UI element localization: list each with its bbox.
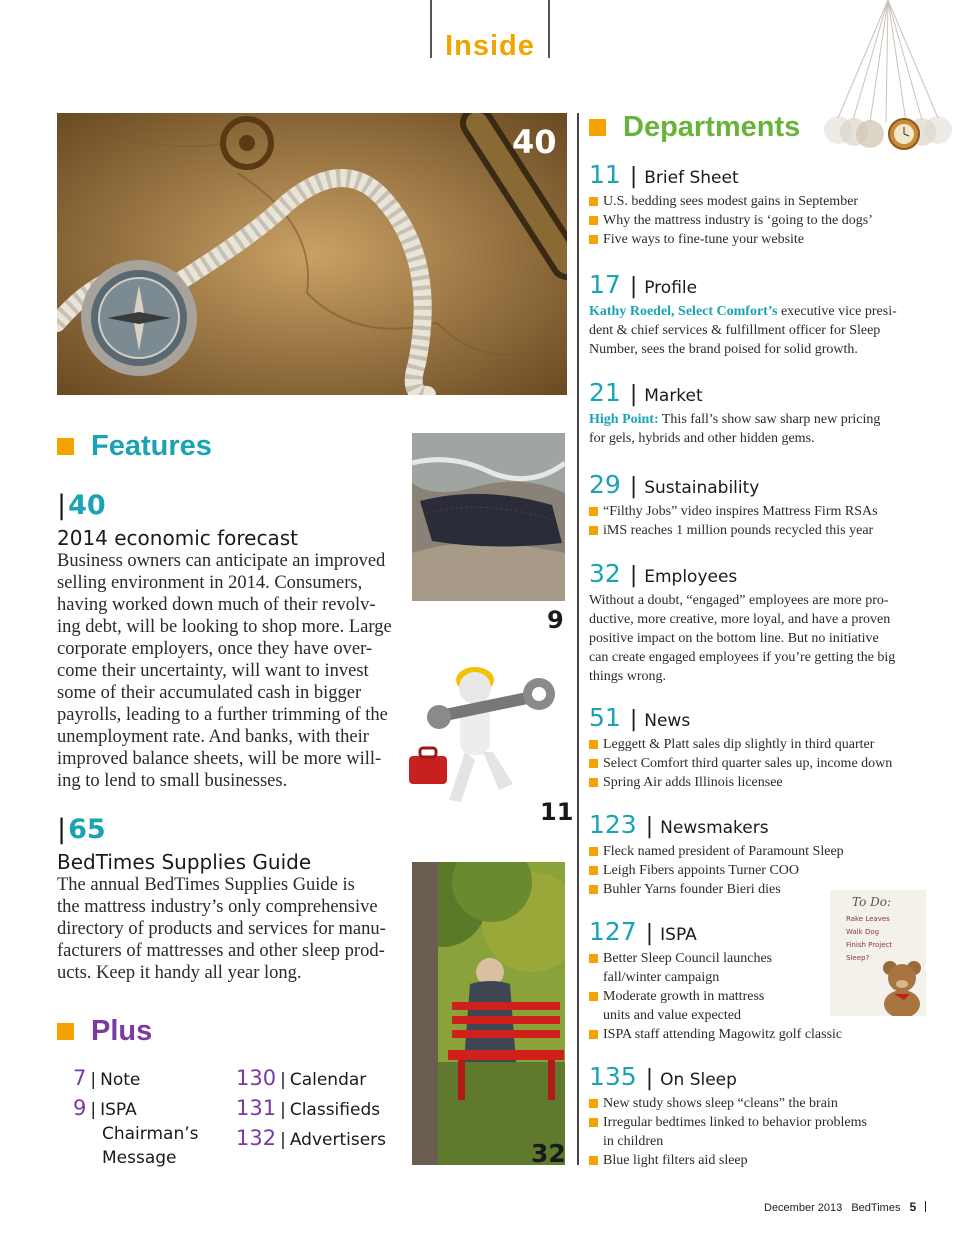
dept-bullet [589,1113,924,1151]
feature-1-line: having worked down much of their revolv- [57,595,376,615]
plus-item-label-line2: Chairman’s [102,1124,199,1144]
footer-magazine-name: BedTimes [851,1202,901,1214]
bench-photo-page-number: 32 [531,1139,566,1168]
todo-note-line: Sleep? [846,954,870,962]
feature-1-line: Business owners can anticipate an improved [57,551,386,571]
dept-line: dent & chief services & fulfillment officer for Sleep [589,323,881,338]
dept-page-number: 29 [589,470,621,499]
departments-heading [589,111,800,144]
plus-item-calendar[interactable] [236,1066,366,1092]
pipe-separator: | [645,921,654,946]
feature-2-line: ucts. Keep it handy all year long. [57,963,302,983]
column-divider [577,113,579,1165]
plus-item-label: Advertisers [289,1130,387,1150]
feature-1-page[interactable] [57,490,106,521]
plus-item-label-line3: Message [102,1148,177,1168]
feature-1-line: some of their accumulated cash in bigger [57,683,362,703]
pipe-separator: | [645,814,654,839]
plus-item-page: 9 [73,1096,87,1120]
dept-line: can create engaged employees if you’re getting the big [589,650,896,665]
feature-1-line: come their uncertainty, will want to invest [57,661,369,681]
dept-newsmakers[interactable] [589,810,924,899]
dept-name: Newsmakers [660,818,769,838]
plus-heading-label: Plus [91,1015,153,1047]
pipe-separator: | [629,563,638,588]
pipe-separator: | [280,1100,286,1120]
dept-sustainability[interactable] [589,470,924,540]
orange-square-marker [57,1023,74,1040]
dept-on-sleep[interactable] [589,1062,924,1170]
pipe-separator: | [90,1100,97,1120]
dept-bullet: New study shows sleep “cleans” the brain [589,1094,924,1113]
footer-issue-date: December 2013 [764,1202,843,1214]
plus-item-page: 131 [236,1096,277,1120]
worker-photo-page-number: 11 [540,798,574,826]
dept-line: for gels, hybrids and other hidden gems. [589,431,815,446]
pipe-separator: | [90,1070,97,1090]
feature-2-page-number: 65 [68,814,106,845]
teddy-bear-icon [874,956,926,1016]
feature-2-line: facturers of mattresses and other sleep prod- [57,941,385,961]
dept-bullet-cont: fall/winter campaign [603,970,720,985]
red-bench-photo [412,862,565,1165]
plus-item-page: 7 [73,1066,87,1090]
dept-bullet-text: Moderate growth in mattress [603,989,765,1004]
departments-heading-label: Departments [623,111,801,143]
pipe-separator: | [57,490,67,521]
dept-page-number: 135 [589,1062,637,1091]
dept-name: Sustainability [644,478,760,498]
dept-page-number: 51 [589,703,621,732]
orange-square-marker [57,438,74,455]
dept-name: Market [644,386,703,406]
compass-map-photo [57,113,567,395]
footer-rule [925,1201,926,1212]
todo-note-image [830,890,926,1016]
dept-line: Without a doubt, “engaged” employees are more pro- [589,593,889,608]
dept-news[interactable] [589,703,924,792]
feature-1-line: unemployment rate. And banks, with their [57,727,369,747]
dept-page-number: 127 [589,917,637,946]
pipe-separator: | [629,164,638,189]
dept-page-number: 21 [589,378,621,407]
footer-page-number: 5 [909,1200,917,1214]
plus-item-page: 130 [236,1066,277,1090]
dept-line: positive impact on the bottom line. But no initiative [589,631,879,646]
dept-page-number: 17 [589,270,621,299]
plus-item-note[interactable] [73,1066,140,1092]
dept-bullet-cont: in children [603,1134,664,1149]
features-heading-label: Features [91,430,212,462]
dept-highlight: Kathy Roedel, Select Comfort’s [589,304,778,319]
plus-heading [57,1015,152,1048]
dept-description [589,410,924,448]
pipe-separator: | [645,1066,654,1091]
dept-line: ductive, more creative, more loyal, and have a proven [589,612,891,627]
blanket-photo-page-number: 9 [547,606,564,634]
plus-item-label: Note [100,1070,141,1090]
dept-name: Employees [644,567,738,587]
plus-item-label: ISPA [100,1100,137,1120]
plus-item-label: Classifieds [289,1100,381,1120]
dept-name: Brief Sheet [644,168,739,188]
pipe-separator: | [629,382,638,407]
dept-bullet [589,987,829,1025]
dept-bullet: “Filthy Jobs” video inspires Mattress Firm RSAs [589,502,924,521]
dept-line: executive vice presi- [777,304,897,319]
dept-bullet: Why the mattress industry is ‘going to the dogs’ [589,211,924,230]
dept-page-number: 32 [589,559,621,588]
dept-bullet: ISPA staff attending Magowitz golf classic [589,1025,829,1044]
todo-note-line: Rake Leaves [846,915,890,923]
pipe-separator: | [629,474,638,499]
dept-bullet [589,949,829,987]
dept-profile[interactable] [589,270,924,359]
feature-1-line: ing to lend to small businesses. [57,771,288,791]
plus-item-ispa-message[interactable] [73,1096,199,1170]
worker-figure-image [405,660,565,820]
feature-1-line: improved balance sheets, will be more will- [57,749,382,769]
dept-bullet: Blue light filters aid sleep [589,1151,924,1170]
plus-item-advertisers[interactable] [236,1126,386,1152]
dept-name: News [644,711,691,731]
dept-bullet: U.S. bedding sees modest gains in September [589,192,924,211]
dept-page-number: 123 [589,810,637,839]
dept-bullet: iMS reaches 1 million pounds recycled this year [589,521,924,540]
dept-highlight: High Point: [589,412,659,427]
blanket-rocks-photo [412,433,565,601]
feature-2-body [57,874,397,984]
header-rule-right [548,0,550,58]
pipe-separator: | [280,1130,286,1150]
feature-2-page[interactable] [57,814,106,845]
dept-description [589,302,924,359]
feature-1-line: ing debt, will be looking to shop more. Large [57,617,392,637]
pipe-separator: | [280,1070,286,1090]
feature-1-page-number: 40 [68,490,106,521]
dept-bullet: Five ways to fine-tune your website [589,230,924,249]
page-footer [764,1200,926,1214]
pipe-separator: | [629,707,638,732]
dept-market[interactable] [589,378,924,448]
dept-bullet-text: Better Sleep Council launches [603,951,773,966]
pipe-separator: | [57,814,67,845]
plus-item-page: 132 [236,1126,277,1150]
feature-2-title[interactable]: BedTimes Supplies Guide [57,850,312,874]
todo-note-title: To Do: [852,895,891,909]
dept-bullet-text: Irregular bedtimes linked to behavior problems [603,1115,867,1130]
feature-2-line: directory of products and services for manu- [57,919,386,939]
dept-bullet: Fleck named president of Paramount Sleep [589,842,924,861]
compass-photo-page-number: 40 [512,123,557,161]
feature-1-line: selling environment in 2014. Consumers, [57,573,363,593]
features-heading [57,430,212,463]
plus-item-label: Calendar [289,1070,367,1090]
orange-square-marker [589,119,606,136]
page-title: Inside [445,30,535,62]
dept-bullet: Select Comfort third quarter sales up, income down [589,754,924,773]
pipe-separator: | [629,274,638,299]
dept-name: Profile [644,278,698,298]
dept-bullet: Buhler Yarns founder Bieri dies [589,880,924,899]
feature-1-line: corporate employers, once they have over- [57,639,373,659]
dept-brief-sheet[interactable] [589,160,924,249]
todo-note-line: Walk Dog [846,928,880,936]
dept-name: ISPA [660,925,697,945]
pocket-watch-image [818,0,960,160]
dept-line: things wrong. [589,669,666,684]
dept-description [589,591,924,686]
dept-line: Number, sees the brand poised for solid growth. [589,342,858,357]
dept-employees[interactable] [589,559,924,686]
dept-bullet: Spring Air adds Illinois licensee [589,773,924,792]
todo-note-line: Finish Project [846,941,893,949]
dept-bullet-cont: units and value expected [603,1008,742,1023]
plus-item-classifieds[interactable] [236,1096,380,1122]
feature-2-line: The annual BedTimes Supplies Guide is [57,875,355,895]
dept-bullet: Leigh Fibers appoints Turner COO [589,861,924,880]
dept-bullet: Leggett & Platt sales dip slightly in third quarter [589,735,924,754]
dept-ispa[interactable] [589,917,843,1044]
dept-line: This fall’s show saw sharp new pricing [658,412,881,427]
dept-name: On Sleep [660,1070,737,1090]
feature-1-title[interactable]: 2014 economic forecast [57,526,298,550]
feature-2-line: the mattress industry’s only comprehensive [57,897,378,917]
dept-page-number: 11 [589,160,621,189]
feature-1-body [57,550,397,792]
feature-1-line: payrolls, leading to a further trimming of the [57,705,388,725]
